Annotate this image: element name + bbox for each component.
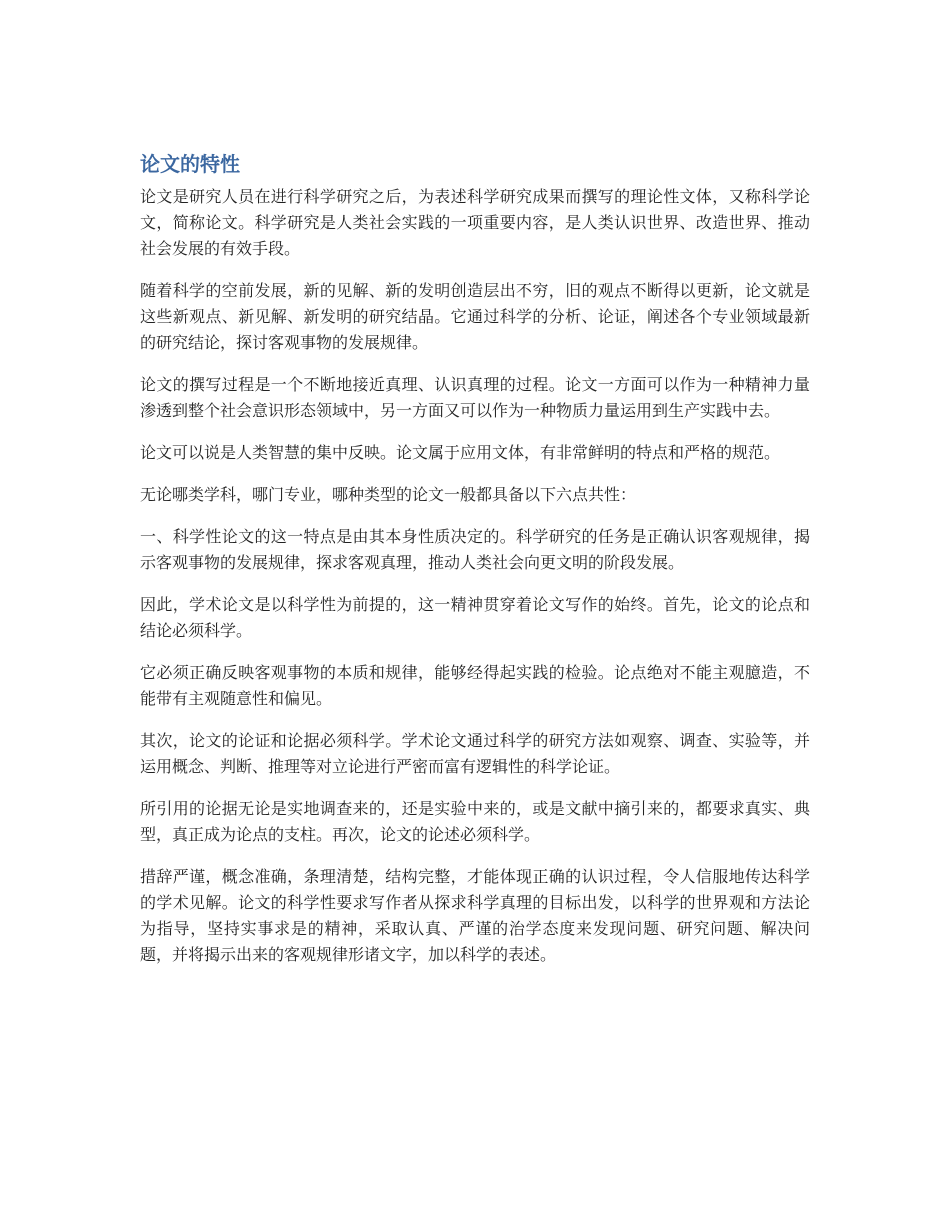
paragraph: 论文可以说是人类智慧的集中反映。论文属于应用文体，有非常鲜明的特点和严格的规范。 [140, 443, 781, 462]
paragraph: 其次，论文的论证和论据必须科学。学术论文通过科学的研究方法如观察、调查、实验等，并运用概念、判断、推理等对立论进行严密而富有逻辑性的科学论证。 [140, 731, 810, 776]
paragraph: 因此，学术论文是以科学性为前提的，这一精神贯穿着论文写作的始终。首先，论文的论点和结论必须科学。 [140, 595, 810, 640]
paragraph: 它必须正确反映客观事物的本质和规律，能够经得起实践的检验。论点绝对不能主观臆造，不能带有主观随意性和偏见。 [140, 663, 810, 708]
paragraph: 论文的撰写过程是一个不断地接近真理、认识真理的过程。论文一方面可以作为一种精神力量渗透到整个社会意识形态领域中，另一方面又可以作为一种物质力量运用到生产实践中去。 [140, 375, 810, 420]
document-page [140, 150, 810, 984]
paragraph: 所引用的论据无论是实地调查来的，还是实验中来的，或是文献中摘引来的，都要求真实、典型，真正成为论点的支柱。再次，论文的论述必须科学。 [140, 799, 810, 844]
document-title: 论文的特性 [140, 152, 240, 176]
paragraph: 随着科学的空前发展，新的见解、新的发明创造层出不穷，旧的观点不断得以更新，论文就是这些新观点、新见解、新发明的研究结晶。它通过科学的分析、论证，阐述各个专业领域最新的研究结论，探讨客观事物的发展规律。 [140, 281, 810, 352]
paragraph: 一、科学性论文的这一特点是由其本身性质决定的。科学研究的任务是正确认识客观规律，揭示客观事物的发展规律，探求客观真理，推动人类社会向更文明的阶段发展。 [140, 527, 810, 572]
paragraph: 措辞严谨，概念准确，条理清楚，结构完整，才能体现正确的认识过程，令人信服地传达科学的学术见解。论文的科学性要求写作者从探求科学真理的目标出发，以科学的世界观和方法论为指导，坚持实事求是的精神，采取认真、严谨的治学态度来发现问题、研究问题、解决问题，并将揭示出来的客观规律形诸文字，加以科学的表述。 [140, 867, 810, 964]
paragraph: 无论哪类学科，哪门专业，哪种类型的论文一般都具备以下六点共性： [140, 485, 637, 504]
paragraph: 论文是研究人员在进行科学研究之后，为表述科学研究成果而撰写的理论性文体，又称科学论文，简称论文。科学研究是人类社会实践的一项重要内容，是人类认识世界、改造世界、推动社会发展的有效手段。 [140, 187, 810, 258]
